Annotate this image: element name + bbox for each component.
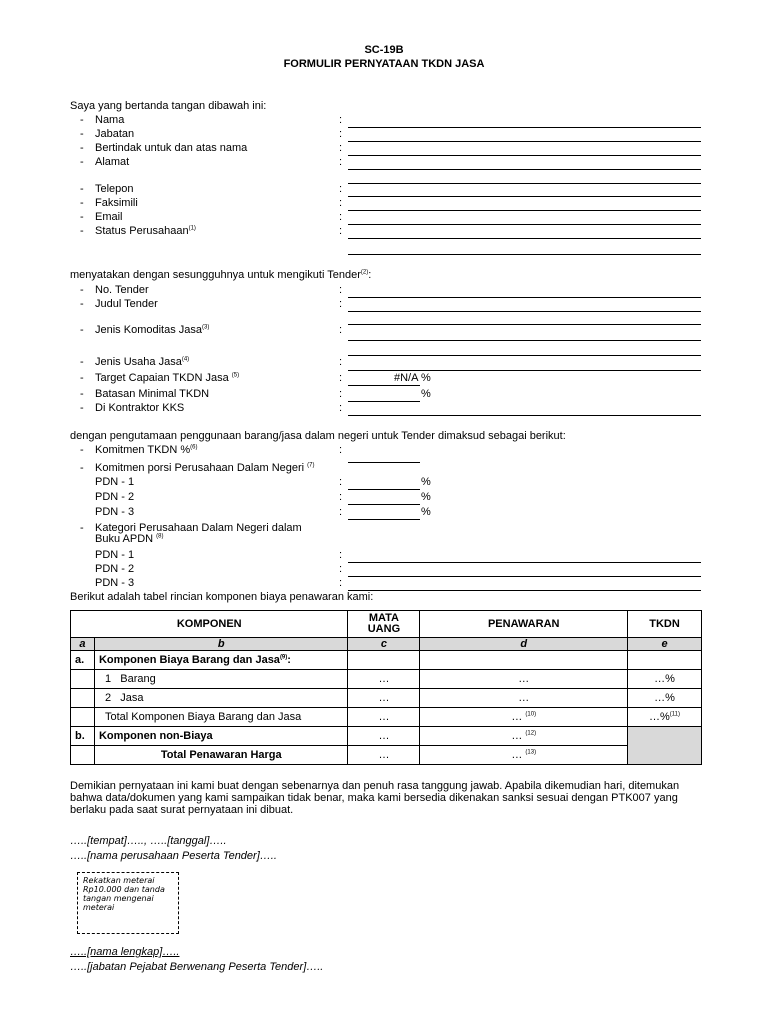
table-row: b. Komponen non-Biaya … … $^{(12)}$: [71, 727, 702, 746]
percent-sign: %: [421, 372, 431, 384]
company-name: …..[nama perusahaan Peserta Tender]…..: [70, 850, 277, 862]
stamp-box: [77, 872, 179, 934]
target-value: #N/A: [394, 372, 419, 384]
table-intro: Berikut adalah tabel rincian komponen biaya penawaran kami:: [70, 591, 374, 603]
nama-input-line[interactable]: [348, 127, 701, 128]
telepon-input-line[interactable]: [348, 196, 701, 197]
pdn2-input-line[interactable]: [348, 504, 420, 505]
field-label: Komitmen porsi Perusahaan Dalam Negeri: [95, 462, 305, 474]
form-title: FORMULIR PERNYATAAN TKDN JASA: [283, 58, 485, 70]
table-row: a. Komponen Biaya Barang dan Jasa$^{(9)}$:: [71, 651, 702, 670]
field-label: No. Tender: [95, 284, 149, 296]
field-label: Batasan Minimal TKDN: [95, 388, 210, 400]
status-input-line-2[interactable]: [348, 254, 701, 255]
usaha-input-line[interactable]: [348, 370, 701, 371]
table-row: 2 Jasa … … …%: [71, 689, 702, 708]
full-name: …..[nama lengkap]…..: [70, 946, 180, 958]
field-label: Alamat: [95, 156, 130, 168]
footnote-ref: (1): [188, 225, 196, 232]
field-label: Nama: [95, 114, 125, 126]
signer-position: …..[jabatan Pejabat Berwenang Peserta Tender]…..: [70, 961, 324, 973]
target-input-line[interactable]: [348, 385, 420, 386]
cost-table: KOMPONEN MATA UANG PENAWARAN TKDN a b c d e a. Komponen Biaya Barang dan Jasa$^{(9)}$: 1 Barang … … …% 2 Jasa … … …% Total Komponen Biaya Barang dan Jasa … … $^{(10)}$ …%$^{(11)}$ b. Komponen non-Biaya … … $^{(12)}$ Total Penawaran Harga … … $^{(13)}$: [70, 610, 702, 765]
section2-intro: menyatakan dengan sesungguhnya untuk mengikuti Tender$^{(2)}$:: [70, 269, 372, 281]
field-label: Komitmen TKDN %: [95, 444, 191, 456]
closing-paragraph: Demikian pernyataan ini kami buat dengan sebenarnya dan penuh rasa tanggung jawab. Apabila dikemudian hari, ditemukan bahwa data/dokumen yang kami sampaikan tidak benar, maka kami bersedia dikenakan sanksi sesuai dengan PTK007 yang berlaku pada saat surat pernyataan ini dibuat.: [70, 780, 680, 816]
stamp-text: Rekatkan meterai Rp10.000 dan tanda tangan mengenai meterai: [83, 876, 165, 912]
field-label: Email: [95, 211, 123, 223]
judul-tender-input-line[interactable]: [348, 311, 701, 312]
section1-intro: Saya yang bertanda tangan dibawah ini:: [70, 100, 267, 112]
field-label: Jabatan: [95, 128, 135, 140]
alamat-input-line-2[interactable]: [348, 183, 701, 184]
komitmen-tkdn-input-line[interactable]: [348, 462, 420, 463]
table-row: Total Penawaran Harga … … $^{(13)}$: [71, 746, 702, 765]
alamat-input-line[interactable]: [348, 169, 701, 170]
field-label: Target Capaian TKDN Jasa: [95, 372, 229, 384]
field-label: Faksimili: [95, 197, 138, 209]
section3-intro: dengan pengutamaan penggunaan barang/jasa dalam negeri untuk Tender dimaksud sebagai berikut:: [70, 430, 566, 442]
header-tkdn: TKDN: [628, 611, 702, 638]
place-date: …..[tempat]….., …..[tanggal]…..: [70, 835, 227, 847]
table-row: Total Komponen Biaya Barang dan Jasa … … $^{(10)}$ …%$^{(11)}$: [71, 708, 702, 727]
field-label: Kategori Perusahaan Dalam Negeri dalam: [95, 522, 302, 534]
header-penawaran: PENAWARAN: [420, 611, 628, 638]
bertindak-input-line[interactable]: [348, 155, 701, 156]
batasan-input-line[interactable]: [348, 401, 420, 402]
pdn1-input-line[interactable]: [348, 489, 420, 490]
kks-input-line[interactable]: [348, 415, 701, 416]
pdn3-input-line[interactable]: [348, 519, 420, 520]
field-label: Telepon: [95, 183, 134, 195]
table-row: 1 Barang … … …%: [71, 670, 702, 689]
judul-tender-input-line-2[interactable]: [348, 324, 701, 325]
status-input-line[interactable]: [348, 238, 701, 239]
field-label: Di Kontraktor KKS: [95, 402, 185, 414]
faksimili-input-line[interactable]: [348, 210, 701, 211]
field-label: Status Perusahaan: [95, 225, 189, 237]
field-label: Bertindak untuk dan atas nama: [95, 142, 248, 154]
jabatan-input-line[interactable]: [348, 141, 701, 142]
kat-pdn2-input-line[interactable]: [348, 576, 701, 577]
header-mata-uang: MATA UANG: [348, 611, 420, 638]
no-tender-input-line[interactable]: [348, 297, 701, 298]
field-label: Judul Tender: [95, 298, 158, 310]
komoditas-input-line[interactable]: [348, 340, 701, 341]
kat-pdn3-input-line[interactable]: [348, 590, 701, 591]
field-label: Jenis Usaha Jasa: [95, 356, 182, 368]
header-komponen: KOMPONEN: [71, 611, 348, 638]
komoditas-input-line-2[interactable]: [348, 355, 701, 356]
kat-pdn1-input-line[interactable]: [348, 562, 701, 563]
email-input-line[interactable]: [348, 224, 701, 225]
field-label: Jenis Komoditas Jasa: [95, 324, 202, 336]
percent-sign: %: [421, 388, 431, 400]
form-code: SC-19B: [364, 44, 404, 56]
